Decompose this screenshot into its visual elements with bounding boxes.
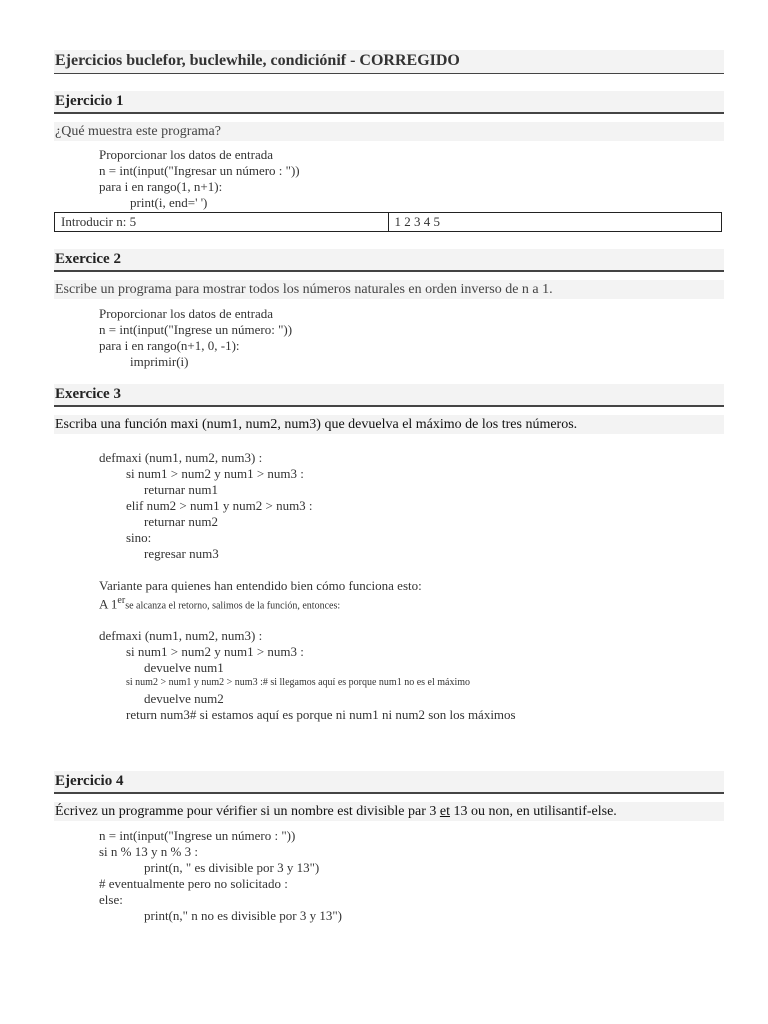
variant-text: Variante para quienes han entendido bien cómo funciona esto: [99,578,422,593]
question-part: 13 ou non, en utilisantif-else. [450,804,617,820]
code-line: n = int(input("Ingrese un número: ")) [99,322,293,337]
code-line: returnar num2 [144,514,219,529]
exercise-3-question: Escriba una función maxi (num1, num2, num3) que devuelva el máximo de los tres números. [54,415,724,434]
code-line: # eventualmente pero no solicitado : [99,876,288,892]
exercise-3-code-a [99,450,724,723]
code-line: print(i, end=' ') [130,195,208,210]
exercise-2-question: Escribe un programa para mostrar todos los números naturales en orden inverso de n a 1. [54,280,724,299]
code-line: n = int(input("Ingresar un número : ")) [99,163,300,178]
code-line: sino: [126,530,152,545]
note-prefix: A 1 [99,596,118,612]
code-line: else: [99,892,123,908]
code-line: defmaxi (num1, num2, num3) : [99,450,263,465]
code-line: si num2 > num1 y num2 > num3 :# si llegamos aquí es porque num1 no es el máximo [126,677,471,689]
code-line: si num1 > num2 y num1 > num3 : [126,466,304,481]
code-line: para i en rango(n+1, 0, -1): [99,338,240,353]
exercise-2-heading: Exercice 2 [54,249,724,272]
code-line: return num3# si estamos aquí es porque ni num1 ni num2 son los máximos [126,707,516,723]
code-line: si n % 13 y n % 3 : [99,844,198,860]
question-underlined-word: et [439,804,450,820]
code-line: Proporcionar los datos de entrada [99,306,274,321]
exercise-4-heading: Ejercicio 4 [54,771,724,794]
code-line: elif num2 > num1 y num2 > num3 : [126,498,313,513]
code-line: n = int(input("Ingrese un número : ")) [99,828,296,844]
exercise-1-question: ¿Qué muestra este programa? [54,122,724,141]
table-cell-output: 1 2 3 4 5 [388,213,722,232]
io-table [54,212,722,232]
document-page [54,50,724,924]
code-line: Proporcionar los datos de entrada [99,147,274,162]
code-line: devuelve num1 [144,660,224,676]
exercise-3-heading: Exercice 3 [54,384,724,407]
exercise-1-heading: Ejercicio 1 [54,91,724,114]
code-line: imprimir(i) [130,354,189,369]
code-line: defmaxi (num1, num2, num3) : [99,628,263,644]
code-line: para i en rango(1, n+1): [99,179,223,194]
code-line: print(n, " es divisible por 3 y 13") [144,860,320,876]
question-part: Écrivez un programme pour vérifier si un nombre est divisible par 3 [55,804,440,820]
note-superscript: er [117,595,126,606]
exercise-2-code [99,306,724,370]
exercise-1 [54,91,724,232]
variant-note [99,594,724,612]
code-line: returnar num1 [144,482,219,497]
exercise-3 [54,384,724,723]
document-title: Ejercicios buclefor, buclewhile, condiciónif - CORREGIDO [54,50,724,74]
code-line: devuelve num2 [144,691,224,707]
note-rest: se alcanza el retorno, salimos de la función, entonces: [125,600,341,612]
exercise-1-code [99,147,724,211]
table-cell-input: Introducir n: 5 [55,213,389,232]
exercise-4-code [99,828,724,924]
exercise-4 [54,771,724,924]
exercise-4-question [54,802,724,821]
table-row [55,213,722,232]
code-line: si num1 > num2 y num1 > num3 : [126,644,304,660]
code-line: regresar num3 [144,546,219,561]
exercise-2 [54,249,724,370]
code-line: print(n," n no es divisible por 3 y 13") [144,908,343,924]
